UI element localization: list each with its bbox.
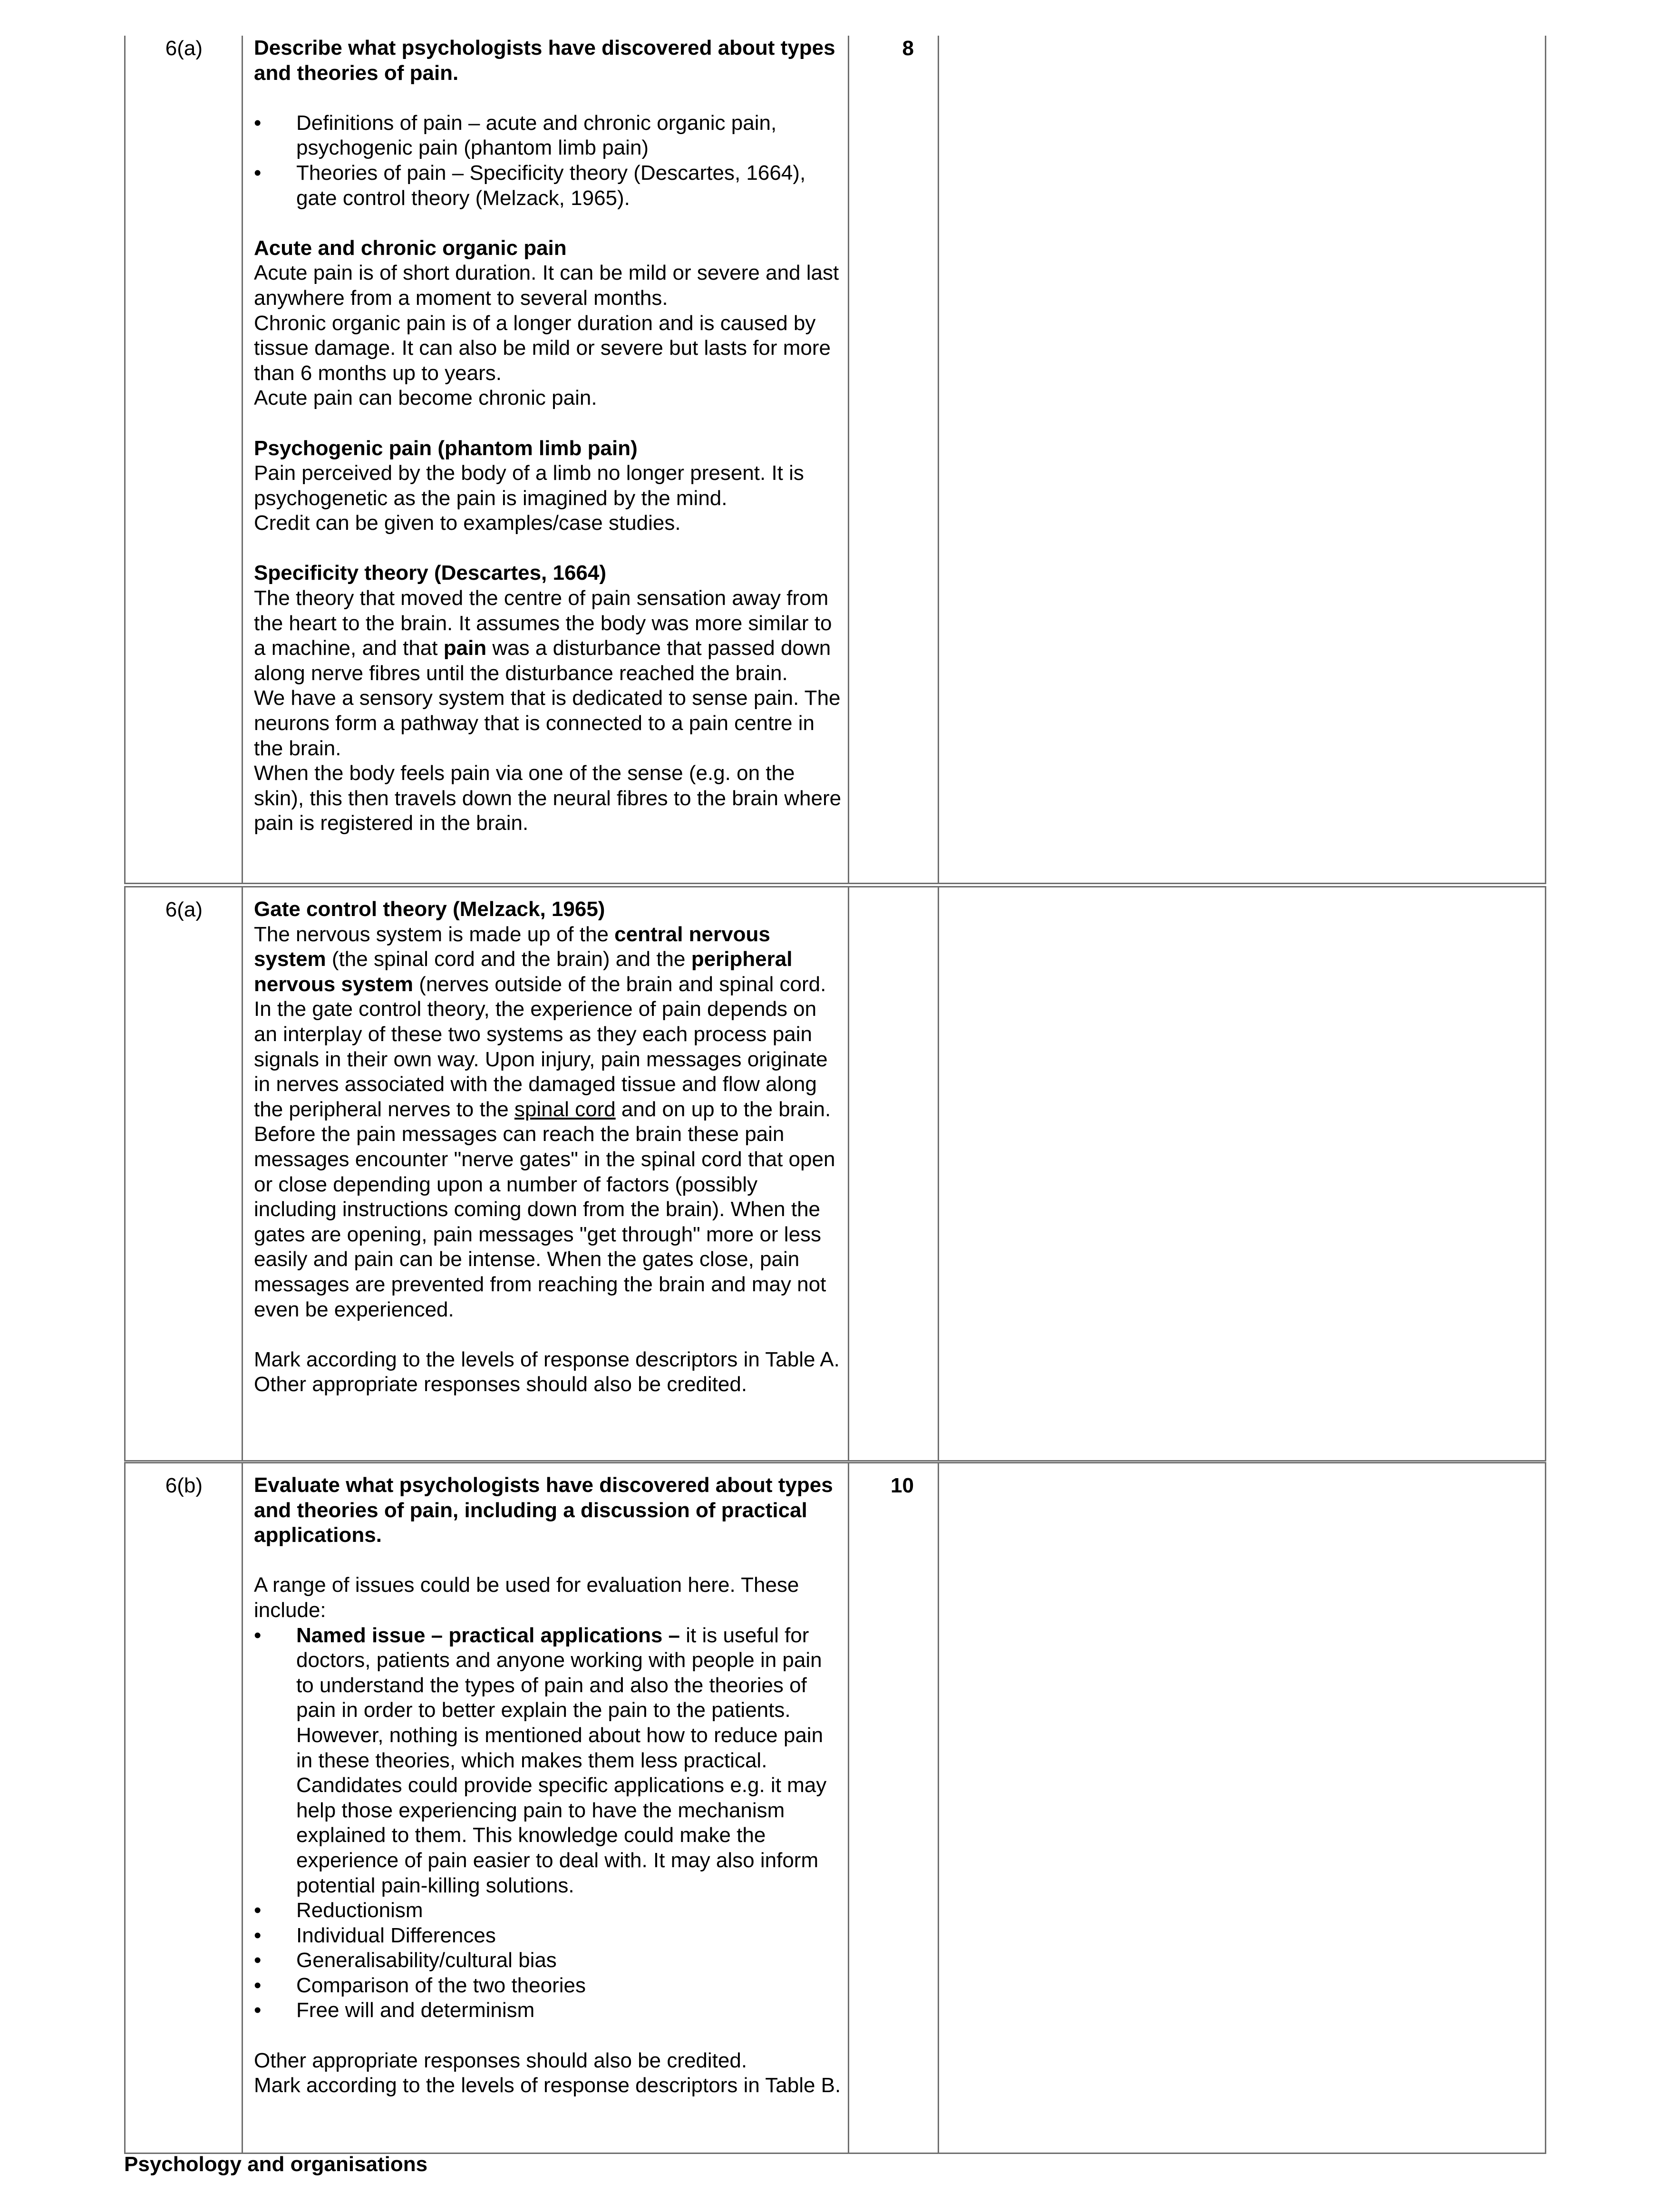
answer-content xyxy=(254,36,844,836)
section-heading: Acute and chronic organic pain xyxy=(254,236,567,260)
list-item: • Definitions of pain – acute and chronic organic pain, psychogenic pain (phantom limb pain) xyxy=(254,111,844,161)
column-divider xyxy=(242,36,243,883)
column-divider xyxy=(938,887,939,1460)
section-heading: Specificity theory (Descartes, 1664) xyxy=(254,561,607,585)
paragraph: We have a sensory system that is dedicated to sense pain. The neurons form a pathway that is connected to a pain centre in the brain. xyxy=(254,686,841,760)
text-run-underlined: spinal cord xyxy=(514,1097,616,1121)
marks-value: 10 xyxy=(891,1474,914,1497)
list-item xyxy=(254,1623,844,1899)
text-run: (the spinal cord and the brain) and the xyxy=(326,947,691,971)
list-item: • Individual Differences xyxy=(254,1923,844,1949)
section-heading: Gate control theory (Melzack, 1965) xyxy=(254,897,605,921)
text-run-bold: central nervous system xyxy=(254,922,770,971)
list-item: • Theories of pain – Specificity theory (Descartes, 1664), gate control theory (Melzack, 1965). xyxy=(254,161,844,211)
marks-value: 8 xyxy=(902,37,914,60)
text-run-bold: Named issue – practical applications – xyxy=(296,1623,680,1647)
paragraph xyxy=(254,586,844,686)
table-row-6a-part1 xyxy=(124,36,1546,884)
paragraph: Mark according to the levels of response descriptors in Table B. xyxy=(254,2074,841,2097)
bullet-list xyxy=(254,111,844,211)
list-item: • Reductionism xyxy=(254,1898,844,1923)
text-run: and on up to the brain. Before the pain messages can reach the brain these pain messages encounter "nerve gates" in the spinal cord that open or close depending upon a number of factors (possibly including instructions coming down from the brain). When the gates are opening, pain messages "get through" more or less easily and pain can be intense. When the gates close, pain messages are prevented from reaching the brain and may not even be experienced. xyxy=(254,1097,835,1321)
column-divider xyxy=(848,36,849,883)
table-row-6a-part2 xyxy=(124,886,1546,1462)
question-text: Describe what psychologists have discovered about types and theories of pain. xyxy=(254,36,835,85)
paragraph: Chronic organic pain is of a longer duration and is caused by tissue damage. It can also be mild or severe but lasts for more than 6 months up to years. xyxy=(254,311,831,385)
table-row-6b xyxy=(124,1462,1546,2154)
question-number: 6(a) xyxy=(165,37,203,60)
question-text: Evaluate what psychologists have discovered about types and theories of pain, including a discussion of practical applications. xyxy=(254,1473,833,1547)
column-divider xyxy=(242,1463,243,2153)
paragraph: Pain perceived by the body of a limb no longer present. It is psychogenetic as the pain is imagined by the mind. xyxy=(254,461,804,510)
column-divider xyxy=(242,887,243,1460)
paragraph xyxy=(254,922,844,1323)
column-divider xyxy=(938,36,939,883)
question-number: 6(b) xyxy=(165,1474,203,1497)
paragraph: Acute pain is of short duration. It can be mild or severe and last anywhere from a moment to several months. xyxy=(254,261,839,310)
text-run: The theory that moved the centre of pain sensation away from the heart to the brain. It assumes the body was more similar to a machine, and that xyxy=(254,586,832,660)
list-item: • Free will and determinism xyxy=(254,1998,844,2023)
paragraph: Mark according to the levels of response descriptors in Table A. xyxy=(254,1347,840,1371)
text-run-bold: peripheral nervous system xyxy=(254,947,793,996)
column-divider xyxy=(848,1463,849,2153)
text-run: it is useful for doctors, patients and anyone working with people in pain to understand the types of pain and also the theories of pain in order to better explain the pain to the patients. However, nothing is mentioned about how to reduce pain in these theories, which makes them less practical. Candidates could provide specific applications e.g. it may help those experiencing pain to have the mechanism explained to them. This knowledge could make the experience of pain easier to deal with. It may also inform potential pain-killing solutions. xyxy=(296,1623,827,1897)
paragraph: Credit can be given to examples/case studies. xyxy=(254,511,681,535)
list-item: • Generalisability/cultural bias xyxy=(254,1948,844,1973)
section-title: Psychology and organisations xyxy=(124,2153,428,2176)
paragraph: When the body feels pain via one of the sense (e.g. on the skin), this then travels down the neural fibres to the brain where pain is registered in the brain. xyxy=(254,761,842,835)
question-number: 6(a) xyxy=(165,898,203,921)
text-run: The nervous system is made up of the xyxy=(254,922,615,946)
paragraph: A range of issues could be used for evaluation here. These include: xyxy=(254,1573,799,1622)
text-run: (nerves outside of the brain and spinal cord. In the gate control theory, the experience of pain depends on an interplay of these two systems as they each process pain signals in their own way. Upon injury, pain messages originate in nerves associated with the damaged tissue and flow along the peripheral nerves to the xyxy=(254,972,828,1121)
paragraph: Acute pain can become chronic pain. xyxy=(254,386,597,410)
list-item: • Comparison of the two theories xyxy=(254,1973,844,1998)
paragraph: Other appropriate responses should also be credited. xyxy=(254,2048,747,2072)
column-divider xyxy=(848,887,849,1460)
answer-content xyxy=(254,1473,844,2098)
bullet-list xyxy=(254,1623,844,2024)
text-run-bold: pain xyxy=(443,636,487,660)
section-heading: Psychogenic pain (phantom limb pain) xyxy=(254,436,638,460)
answer-content xyxy=(254,897,844,1397)
column-divider xyxy=(938,1463,939,2153)
text-run: was a disturbance that passed down along nerve fibres until the disturbance reached the brain. xyxy=(254,636,831,685)
paragraph: Other appropriate responses should also be credited. xyxy=(254,1373,747,1396)
